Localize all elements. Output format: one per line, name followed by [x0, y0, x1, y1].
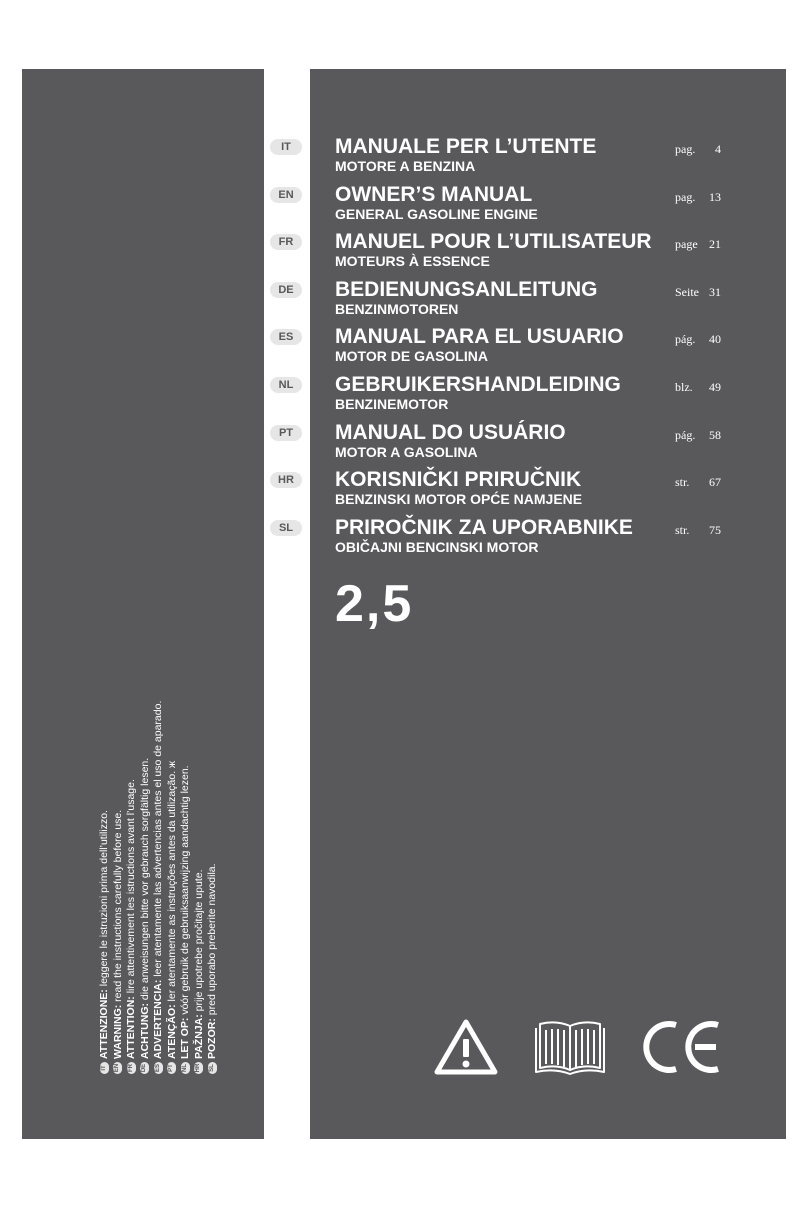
warning-text: pred uporabo preberite navodila. [206, 863, 218, 1016]
language-entry [278, 183, 786, 230]
warning-text: ler atentamente as instruções antes da utilização. ж [165, 760, 178, 1002]
page-label: str. [675, 523, 690, 537]
page-number: 31 [709, 285, 721, 299]
manual-subtitle: BENZINSKI MOTOR OPĆE NAMJENE [335, 491, 583, 507]
warning-text: leer atentamente las advertencias antes el uso de aparado. [152, 700, 164, 977]
warning-text: read the instructions carefully before use. [111, 809, 124, 1002]
language-entry [278, 325, 786, 372]
warning-line [139, 714, 153, 1074]
page-label: page [675, 237, 698, 251]
warning-line [125, 714, 139, 1074]
warning-text: leggere le istruzioni prima dell’utilizzo. [98, 810, 110, 987]
page-label: blz. [675, 380, 693, 394]
language-badge: PT [270, 425, 302, 441]
warning-label: ATTENTION: [125, 996, 137, 1059]
language-badge: NL [270, 377, 302, 393]
warning-label: ADVERTENCIA: [152, 979, 164, 1059]
warning-line [206, 714, 220, 1074]
manual-title: MANUEL POUR L’UTILISATEUR [335, 230, 652, 253]
page-label: pag. [675, 142, 696, 156]
page-label: pág. [675, 428, 696, 442]
manual-title: BEDIENUNGSANLEITUNG [335, 278, 598, 301]
manual-title: MANUAL DO USUÁRIO [335, 421, 566, 444]
model-number: 2,5 [335, 575, 414, 633]
warning-label: ACHTUNG: [138, 1003, 151, 1059]
language-badge: HR [270, 472, 302, 488]
language-entry [278, 278, 786, 325]
manual-title: MANUALE PER L’UTENTE [335, 135, 597, 158]
warning-line [193, 714, 207, 1074]
warning-label: PAŽNJA: [192, 1014, 205, 1059]
warning-text: die anweisungen bitte vor gebrauch sorgfältig lesen. [138, 757, 151, 1001]
page-number: 49 [709, 380, 721, 394]
warning-label: WARNING: [111, 1004, 124, 1059]
warning-label: LET OP: [179, 1017, 191, 1059]
page-number: 13 [709, 190, 721, 204]
warning-line [179, 714, 193, 1074]
language-entry [278, 230, 786, 277]
warnings-block [98, 700, 248, 1074]
page-number: 67 [709, 475, 721, 489]
language-entry [278, 468, 786, 515]
page-number: 21 [709, 237, 721, 251]
ce-mark-icon [640, 1019, 722, 1075]
warning-line [152, 700, 166, 1074]
language-badge: SL [270, 520, 302, 536]
manual-title: OWNER’S MANUAL [335, 183, 533, 206]
manual-subtitle: MOTORE A BENZINA [335, 158, 476, 174]
warning-code: SL [208, 1062, 217, 1074]
warning-label: POZOR: [206, 1018, 218, 1059]
warning-label: ATTENZIONE: [98, 989, 110, 1059]
language-badge: ES [270, 329, 302, 345]
page-label: pag. [675, 190, 696, 204]
page-number: 4 [715, 142, 721, 156]
warning-triangle-icon [432, 1017, 500, 1077]
warning-line [166, 714, 180, 1074]
open-book-icon [532, 1018, 608, 1078]
warning-code: IT [100, 1062, 109, 1074]
manual-title: MANUAL PARA EL USUARIO [335, 325, 624, 348]
language-entry [278, 421, 786, 468]
right-panel [278, 69, 786, 1139]
page-number: 58 [709, 428, 721, 442]
page-number: 40 [709, 332, 721, 346]
manual-subtitle: MOTEURS À ESSENCE [335, 253, 490, 269]
warning-text: vóór gebruik de gebruiksaanwijzing aandachtig lezen. [179, 765, 191, 1015]
warning-code: NL [181, 1064, 188, 1072]
warning-text: lire attentivement les istructions avant l’usage. [125, 779, 137, 994]
left-panel [22, 69, 264, 1139]
language-entry [278, 516, 786, 563]
warning-code: DE [141, 1063, 148, 1073]
warning-code: EN [114, 1063, 121, 1073]
language-badge: EN [270, 187, 302, 203]
manual-subtitle: MOTOR A GASOLINA [335, 444, 478, 460]
warning-line [98, 714, 112, 1074]
warning-line [112, 714, 126, 1074]
manual-subtitle: BENZINEMOTOR [335, 396, 449, 412]
warning-code: ES [154, 1064, 161, 1073]
warning-code: FR [127, 1064, 134, 1072]
language-badge: IT [270, 139, 302, 155]
language-entry [281, 135, 786, 182]
page-number: 75 [709, 523, 721, 537]
manual-subtitle: OBIČAJNI BENCINSKI MOTOR [335, 539, 539, 555]
manual-subtitle: MOTOR DE GASOLINA [335, 348, 488, 364]
manual-subtitle: GENERAL GASOLINE ENGINE [335, 206, 538, 222]
page-label: Seite [675, 285, 699, 299]
warning-code: PT [167, 1062, 176, 1074]
language-badge: FR [270, 234, 302, 250]
warning-code: HR [195, 1063, 202, 1073]
language-entry [278, 373, 786, 420]
page-label: pág. [675, 332, 696, 346]
warning-label: ATENÇÃO: [165, 1004, 178, 1059]
warning-text: prije upotrebe pročitajte upute. [192, 869, 205, 1012]
manual-title: PRIROČNIK ZA UPORABNIKE [335, 516, 633, 539]
manual-title: GEBRUIKERSHANDLEIDING [335, 373, 621, 396]
page-label: str. [675, 475, 690, 489]
language-badge: DE [270, 282, 302, 298]
manual-subtitle: BENZINMOTOREN [335, 301, 459, 317]
manual-title: KORISNIČKI PRIRUČNIK [335, 468, 582, 491]
